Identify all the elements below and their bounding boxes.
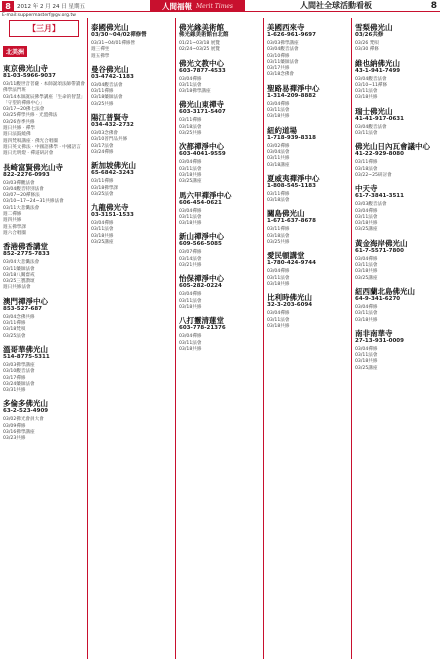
event-line: 03/10~17~24~31共修法會 [3, 199, 64, 205]
event-line: 03/02禪修 [267, 143, 290, 149]
temple-name: 佛光緣美術館 [179, 23, 224, 32]
column-divider [263, 18, 264, 659]
event-line: 03/25講座 [355, 227, 378, 233]
event-line: 「守望的禪修中心」 [3, 100, 45, 106]
temple-phone: 1-626-961-9697 [267, 32, 316, 38]
temple-name: 次都禪淨中心 [179, 142, 224, 152]
event-line: 週六合唱團 [3, 230, 26, 236]
event-line: 週日共修 · 禪學 [3, 126, 35, 132]
event-line: 03/04禪修 [355, 346, 378, 352]
section-title: 人間社全球活動看板 [300, 1, 372, 10]
event-line: 03/24藥師法會 [3, 381, 35, 387]
event-line: 03/17~20佛七法會 [3, 107, 45, 113]
temple-name: 怡保禪淨中心 [179, 274, 224, 284]
event-line: 03/24禪修 [91, 149, 114, 155]
event-line: 03/25講座 [179, 179, 202, 185]
event-line: 03/04禪修 [179, 292, 202, 298]
event-line: 03/04觀音法會 [267, 47, 299, 53]
event-line: 03/02佛光會員大會 [3, 417, 44, 423]
temple-phone: 63-2-523-4909 [3, 408, 49, 415]
event-line: 03/11法會 [355, 263, 378, 269]
event-line: 03/18共修 [179, 221, 202, 227]
temple-phone: 1-718-939-8318 [267, 134, 316, 141]
event-line: 03/18共修 [355, 95, 378, 101]
event-line: 03/25講座 [355, 365, 378, 371]
event-line: 03/03佛學講座 [267, 41, 299, 46]
temple-phone: 32-3-203-6094 [267, 302, 313, 309]
event-line: 03/11共修 [267, 156, 290, 162]
event-line: 03/18共修 [267, 114, 290, 120]
event-line: 03/11法會 [267, 317, 290, 323]
event-line: 03/11禪修 [355, 160, 378, 166]
temple-phone: 605-282-0224 [179, 283, 222, 290]
event-line: 週五佛學課 [3, 224, 26, 230]
temple-name: 東京佛光山寺 [3, 64, 48, 73]
temple-phone: 03-4742-1183 [91, 73, 134, 80]
event-line: 03/22~25研討會 [355, 172, 392, 178]
column-1 [3, 18, 85, 659]
event-line: 03/25共修 [91, 101, 114, 107]
event-line: 03/17禪修 [3, 375, 26, 381]
event-line: 03/18法會 [267, 233, 290, 239]
event-line: 週四共修 [3, 218, 22, 224]
logo-english: Merit Times [195, 2, 234, 10]
event-line: 03/11法會 [355, 131, 378, 137]
publication-date: 2012 年 2 月 24 日 星期五 [17, 4, 85, 10]
temple-name: 馬六甲禪淨中心 [179, 190, 232, 200]
temple-name: 多倫多佛光山 [3, 399, 48, 409]
event-line: 03/11禪修 [91, 179, 114, 185]
event-line: 03/04念佛共修 [3, 314, 35, 320]
event-line: 03/11法會 [355, 353, 378, 359]
event-line: 03/11禪修 [3, 321, 26, 327]
temple-phone: 1-808-545-1183 [267, 182, 316, 189]
event-line: 03/16佛學講座 [3, 429, 35, 435]
column-2 [91, 18, 173, 659]
event-line: 03/18共修 [179, 172, 202, 178]
event-line: 03/04大悲懺法會 [3, 260, 40, 266]
page-badge: 8 [2, 1, 14, 12]
temple-name: 溫哥華佛光山 [3, 344, 48, 354]
temple-phone: 41-22-929-8080 [355, 151, 404, 158]
temple-name: 九龍佛光寺 [91, 203, 129, 213]
temple-name: 中天寺 [355, 184, 378, 194]
temple-name: 瑞士佛光山 [355, 106, 393, 116]
temple-phone: 1-314-209-8882 [267, 92, 316, 99]
event-line: 03/11法會 [267, 108, 290, 114]
event-line: 03/17共修 [267, 66, 290, 72]
event-line: 03/18共修 [355, 269, 378, 275]
temple-phone: 034-432-2732 [91, 122, 134, 129]
temple-name: 曼谷佛光山 [91, 64, 129, 74]
event-line: 03/25三寶讚頌 [3, 279, 35, 285]
event-line: 週日共修法會 [3, 285, 31, 291]
event-line: 03/18共修 [179, 304, 202, 310]
event-line: 03/18佛學講座 [179, 89, 211, 95]
event-line: 週日光明燈 · 禪道研討會 [3, 151, 54, 157]
temple-phone: 41-41-917-0631 [355, 115, 404, 122]
event-line: 03/31~04/01禪修營 [91, 41, 136, 46]
event-line: 03/14本師誕辰佛學講座「生命的智慧」 [3, 94, 85, 100]
temple-name: 八打靈清蓮堂 [179, 316, 224, 326]
temple-name: 澳門禪淨中心 [3, 296, 48, 306]
temple-name: 愛民頓講堂 [267, 251, 305, 261]
event-line: 03/21共修 [179, 263, 202, 269]
event-line: 週日英文佛法 · 中國語佛學 · 中國語言 [3, 144, 81, 150]
temple-phone: 61-7-3841-3511 [355, 193, 404, 200]
event-line: 03/11法會 [355, 214, 378, 220]
event-line: 03/11禪修 [179, 118, 202, 124]
temple-phone: 03/26共修 [355, 32, 384, 38]
event-line: 03/10~11禪修 [355, 82, 388, 88]
event-line: 03/11法會 [179, 340, 202, 346]
temple-name: 泰國佛光山 [91, 23, 129, 32]
event-line: 03/18法會 [179, 124, 202, 130]
event-line: 03/04法會 [267, 149, 290, 155]
month-heading: 【三月】 [9, 20, 79, 37]
temple-phone: 03-3151-1533 [91, 212, 134, 219]
temple-phone: 853-527-687 [3, 305, 43, 312]
event-line: 03/11法會 [179, 82, 202, 88]
event-line: 03/04禪修 [267, 101, 290, 107]
column-4 [267, 18, 349, 659]
event-line: 03/14法會 [179, 256, 202, 262]
event-line: 03/10禪修 [267, 53, 290, 59]
event-line: 03/11觀世音菩薩 · 本師誕頌法師帶讀會 [3, 82, 85, 87]
event-line: 03/04觀音法會 [355, 76, 387, 82]
event-line: 03/11法會 [267, 275, 290, 281]
column-divider [87, 18, 88, 659]
temple-phone: 606-454-0621 [179, 199, 222, 206]
event-line: 03/11禪修 [91, 89, 114, 95]
event-line: 03/03禪觀法會 [3, 180, 35, 186]
event-line: 03/18共修 [267, 323, 290, 329]
newspaper-logo [150, 0, 245, 12]
event-line: 03/11藥師法會 [3, 266, 35, 272]
event-line: 03/18念佛會 [267, 72, 295, 78]
temple-phone: 61-7-5571-7800 [355, 247, 404, 254]
temple-phone: 822-2276-0993 [3, 171, 50, 178]
event-line: 03/04觀音法會 [91, 82, 123, 88]
temple-name: 維也納佛光山 [355, 58, 400, 68]
event-line: 03/30 禪修 [355, 47, 379, 53]
temple-name: 南非南華寺 [355, 328, 393, 338]
event-line: 03/07~20禪修法 [3, 193, 40, 199]
header-left [2, 0, 85, 12]
event-line: 03/25共修 [179, 131, 202, 137]
event-line: 佛學法門班 [3, 88, 26, 94]
event-line: 03/18共修 [91, 233, 114, 239]
event-line: 03/03念佛會 [91, 131, 119, 137]
region-tag: 北美洲 [3, 46, 27, 57]
event-line: 03/04禪修 [179, 76, 202, 82]
event-line: 週四梵唄講座 · 佛光合唱團 [3, 138, 58, 144]
event-line: 03/11大悲懺法會 [3, 205, 40, 211]
temple-phone: 03/30~04/02禪修營 [91, 32, 147, 38]
temple-phone: 64-9-341-6270 [355, 295, 401, 302]
page-number: 8 [430, 1, 437, 11]
event-line: 03/03佛學講座 [3, 362, 35, 368]
event-line: 03/18共修 [355, 221, 378, 227]
event-line: 03/03觀音法會 [355, 202, 387, 208]
temple-name: 佛光山東禪寺 [179, 100, 224, 110]
event-list [355, 23, 437, 372]
event-line: 03/04禪修 [91, 221, 114, 227]
temple-name: 雪梨佛光山 [355, 23, 393, 32]
event-line: 03/11法會 [179, 298, 202, 304]
event-line: 03/23共修 [3, 436, 26, 442]
temple-phone: 43-1-941-7499 [355, 67, 401, 74]
event-line: 03/04禪修 [179, 208, 202, 214]
event-line: 03/18共修 [355, 359, 378, 365]
event-line: 03/17法會 [91, 143, 114, 149]
event-line: 03/04禪修 [267, 311, 290, 317]
temple-name: 比利時佛光山 [267, 293, 312, 303]
temple-name: 紐西蘭北島佛光山 [355, 286, 415, 296]
temple-name: 佛光文教中心 [179, 58, 224, 68]
event-line: 03/11法會 [91, 227, 114, 233]
event-line: 03/07禪修 [179, 250, 202, 256]
event-line: 03/18梵唄 [3, 327, 26, 333]
event-line: 03/10觀音法會 [3, 369, 35, 375]
temple-phone: 1-671-637-8678 [267, 218, 316, 225]
temple-phone: 514-8775-5311 [3, 353, 50, 360]
event-line: 03/11法會 [355, 311, 378, 317]
temple-phone: 603-7877-4533 [179, 67, 226, 74]
event-line: 03/18講座 [267, 162, 290, 168]
event-line: 03/18藥師法會 [91, 95, 123, 101]
event-line: 03/25共修 [267, 240, 290, 246]
event-line: 03/25禪學共修 · 光盟佛法 [3, 113, 58, 119]
event-line: 03/09禪修 [3, 423, 26, 429]
event-line: 02/24~03/25 展覽 [179, 47, 220, 53]
temple-name: 美國西來寺 [267, 23, 305, 32]
temple-name: 夏威夷禪淨中心 [267, 173, 320, 183]
temple-phone: 609-566-5085 [179, 241, 222, 248]
event-line: 03/11法會 [179, 214, 202, 220]
temple-phone: 27-13-931-0009 [355, 337, 404, 344]
event-line: 03/04禪修 [355, 208, 378, 214]
event-line: 03/11法會 [179, 166, 202, 172]
event-line: 03/25講座 [91, 240, 114, 246]
temple-phone: 852-2775-7833 [3, 251, 50, 258]
event-line: 03/04觀音法會 [355, 124, 387, 130]
event-line: 03/04禪修 [179, 334, 202, 340]
temple-phone: 65-6842-3243 [91, 170, 134, 177]
event-line: 03/25法會 [3, 333, 26, 339]
event-list [91, 23, 173, 246]
event-line: 03/18共修 [179, 346, 202, 352]
event-line: 03/18法會 [267, 198, 290, 204]
temple-name: 新山禪淨中心 [179, 232, 224, 242]
temple-name: 佛光山日內瓦會議中心 [355, 142, 430, 152]
event-line: 03/11禪修 [267, 191, 290, 197]
column-5 [355, 18, 437, 659]
event-line: 週五佛學 [91, 53, 110, 59]
event-line: 週三禪坐 [91, 47, 110, 53]
event-line: 03/04觀音特別法會 [3, 186, 44, 192]
event-line: 03/18共修 [267, 281, 290, 287]
event-line: 03/11禪修 [267, 227, 290, 233]
logo-chinese: 人間福報 [161, 1, 192, 11]
event-list [267, 23, 349, 330]
event-line: 03/18共修 [355, 317, 378, 323]
temple-phone: 1-780-424-9744 [267, 260, 316, 267]
temple-name: 紐約道場 [267, 125, 297, 135]
event-line: 03/04禪修 [355, 256, 378, 262]
temple-name: 新加坡佛光山 [91, 161, 136, 171]
event-line: 03/31共修 [3, 388, 26, 394]
event-line: 01/21~03/18 展覽 [179, 41, 220, 46]
column-divider [351, 18, 352, 659]
temple-phone: 81-03-5966-9037 [3, 73, 56, 79]
temple-name: 聖路易禪淨中心 [267, 83, 320, 93]
temple-name: 關島佛光山 [267, 209, 305, 219]
event-line: 03/18佛學課 [91, 185, 119, 191]
temple-phone: 603-4041-9559 [179, 151, 226, 158]
temple-name: 陽江普賢寺 [91, 113, 129, 123]
contact-email: E-mail:suppermasterf@gv.org.tw [2, 13, 76, 18]
event-list [179, 23, 261, 353]
event-line: 03/11法會 [355, 89, 378, 95]
temple-name: 黃金海岸佛光山 [355, 238, 408, 248]
column-divider [175, 18, 176, 659]
event-line: 03/04禪修 [355, 304, 378, 310]
event-line: 03/18八關齋戒 [3, 272, 35, 278]
event-line: 03/25法會 [91, 191, 114, 197]
event-line: 03/04禪修 [179, 160, 202, 166]
temple-phone: 603-778-21376 [179, 325, 226, 332]
event-line: 03/18法會 [355, 166, 378, 172]
page-header [0, 0, 440, 12]
event-line: 03/26春季共修 [3, 119, 35, 125]
temple-phone: 佛光緣美術館台北館 [179, 32, 229, 38]
temple-phone: 603-3171-5407 [179, 109, 226, 116]
event-line: 03/10普門品共修 [91, 137, 128, 143]
temple-name: 長崎富賢佛光山寺 [3, 162, 63, 172]
event-line: 03/26 梵唄 [355, 41, 379, 46]
event-line: 03/25講座 [355, 275, 378, 281]
event-line: 週日法鼓繞佛 [3, 132, 31, 138]
temple-name: 香港佛香講堂 [3, 242, 48, 252]
event-line: 03/11藥師法會 [267, 59, 299, 65]
event-line: 03/04禪修 [267, 269, 290, 275]
event-line: 週二禪修 [3, 212, 22, 218]
event-list [3, 64, 85, 443]
column-3 [179, 18, 261, 659]
